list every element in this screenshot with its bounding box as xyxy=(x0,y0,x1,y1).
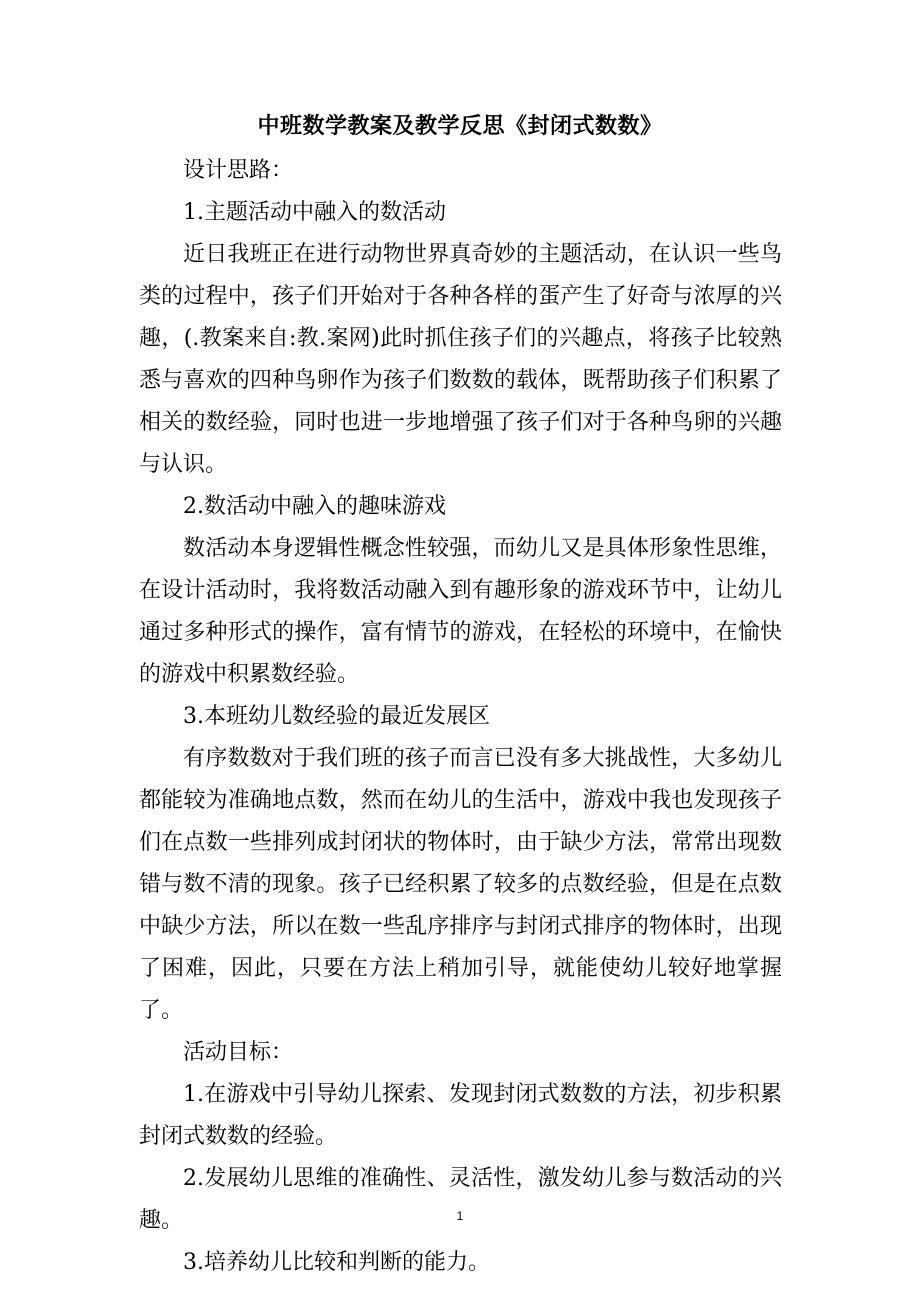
paragraph: 设计思路： xyxy=(183,158,294,183)
document-title: 中班数学教案及教学反思《封闭式数数》 xyxy=(257,114,663,139)
paragraph: 活动目标： xyxy=(183,1040,294,1065)
paragraph: 3.培养幼儿比较和判断的能力。 xyxy=(183,1250,490,1275)
paragraph: 2.发展幼儿思维的准确性、灵活性，激发幼儿参与数活动的兴趣。 xyxy=(139,1166,782,1233)
paragraph: 有序数数对于我们班的孩子而言已没有多大挑战性，大多幼儿都能较为准确地点数，然而在幼儿的生活中，游戏中我也发现孩子们在点数一些排列成封闭状的物体时，由于缺少方法，常常出现数错与数不清的现象。孩子已经积累了较多的点数经验，但是在点数中缺少方法，所以在数一些乱序排序与封闭式排序的物体时，出现了困难，因此，只要在方法上稍加引导，就能使幼儿较好地掌握了。 xyxy=(139,746,782,1023)
paragraph: 2.数活动中融入的趣味游戏 xyxy=(183,494,446,519)
paragraph: 1.主题活动中融入的数活动 xyxy=(183,200,446,225)
page-number: 1 xyxy=(456,1209,464,1223)
paragraph: 3.本班幼儿数经验的最近发展区 xyxy=(183,704,490,729)
paragraph: 数活动本身逻辑性概念性较强，而幼儿又是具体形象性思维，在设计活动时，我将数活动融入到有趣形象的游戏环节中，让幼儿通过多种形式的操作，富有情节的游戏，在轻松的环境中，在愉快的游戏中积累数经验。 xyxy=(139,536,782,687)
document-body xyxy=(139,150,782,1284)
paragraph: 1.在游戏中引导幼儿探索、发现封闭式数数的方法，初步积累封闭式数数的经验。 xyxy=(139,1082,782,1149)
paragraph: 近日我班正在进行动物世界真奇妙的主题活动，在认识一些鸟类的过程中，孩子们开始对于各种各样的蛋产生了好奇与浓厚的兴趣，(.教案来自:教.案网)此时抓住孩子们的兴趣点，将孩子比较熟悉与喜欢的四种鸟卵作为孩子们数数的载体，既帮助孩子们积累了相关的数经验，同时也进一步地增强了孩子们对于各种鸟卵的兴趣与认识。 xyxy=(139,242,782,477)
